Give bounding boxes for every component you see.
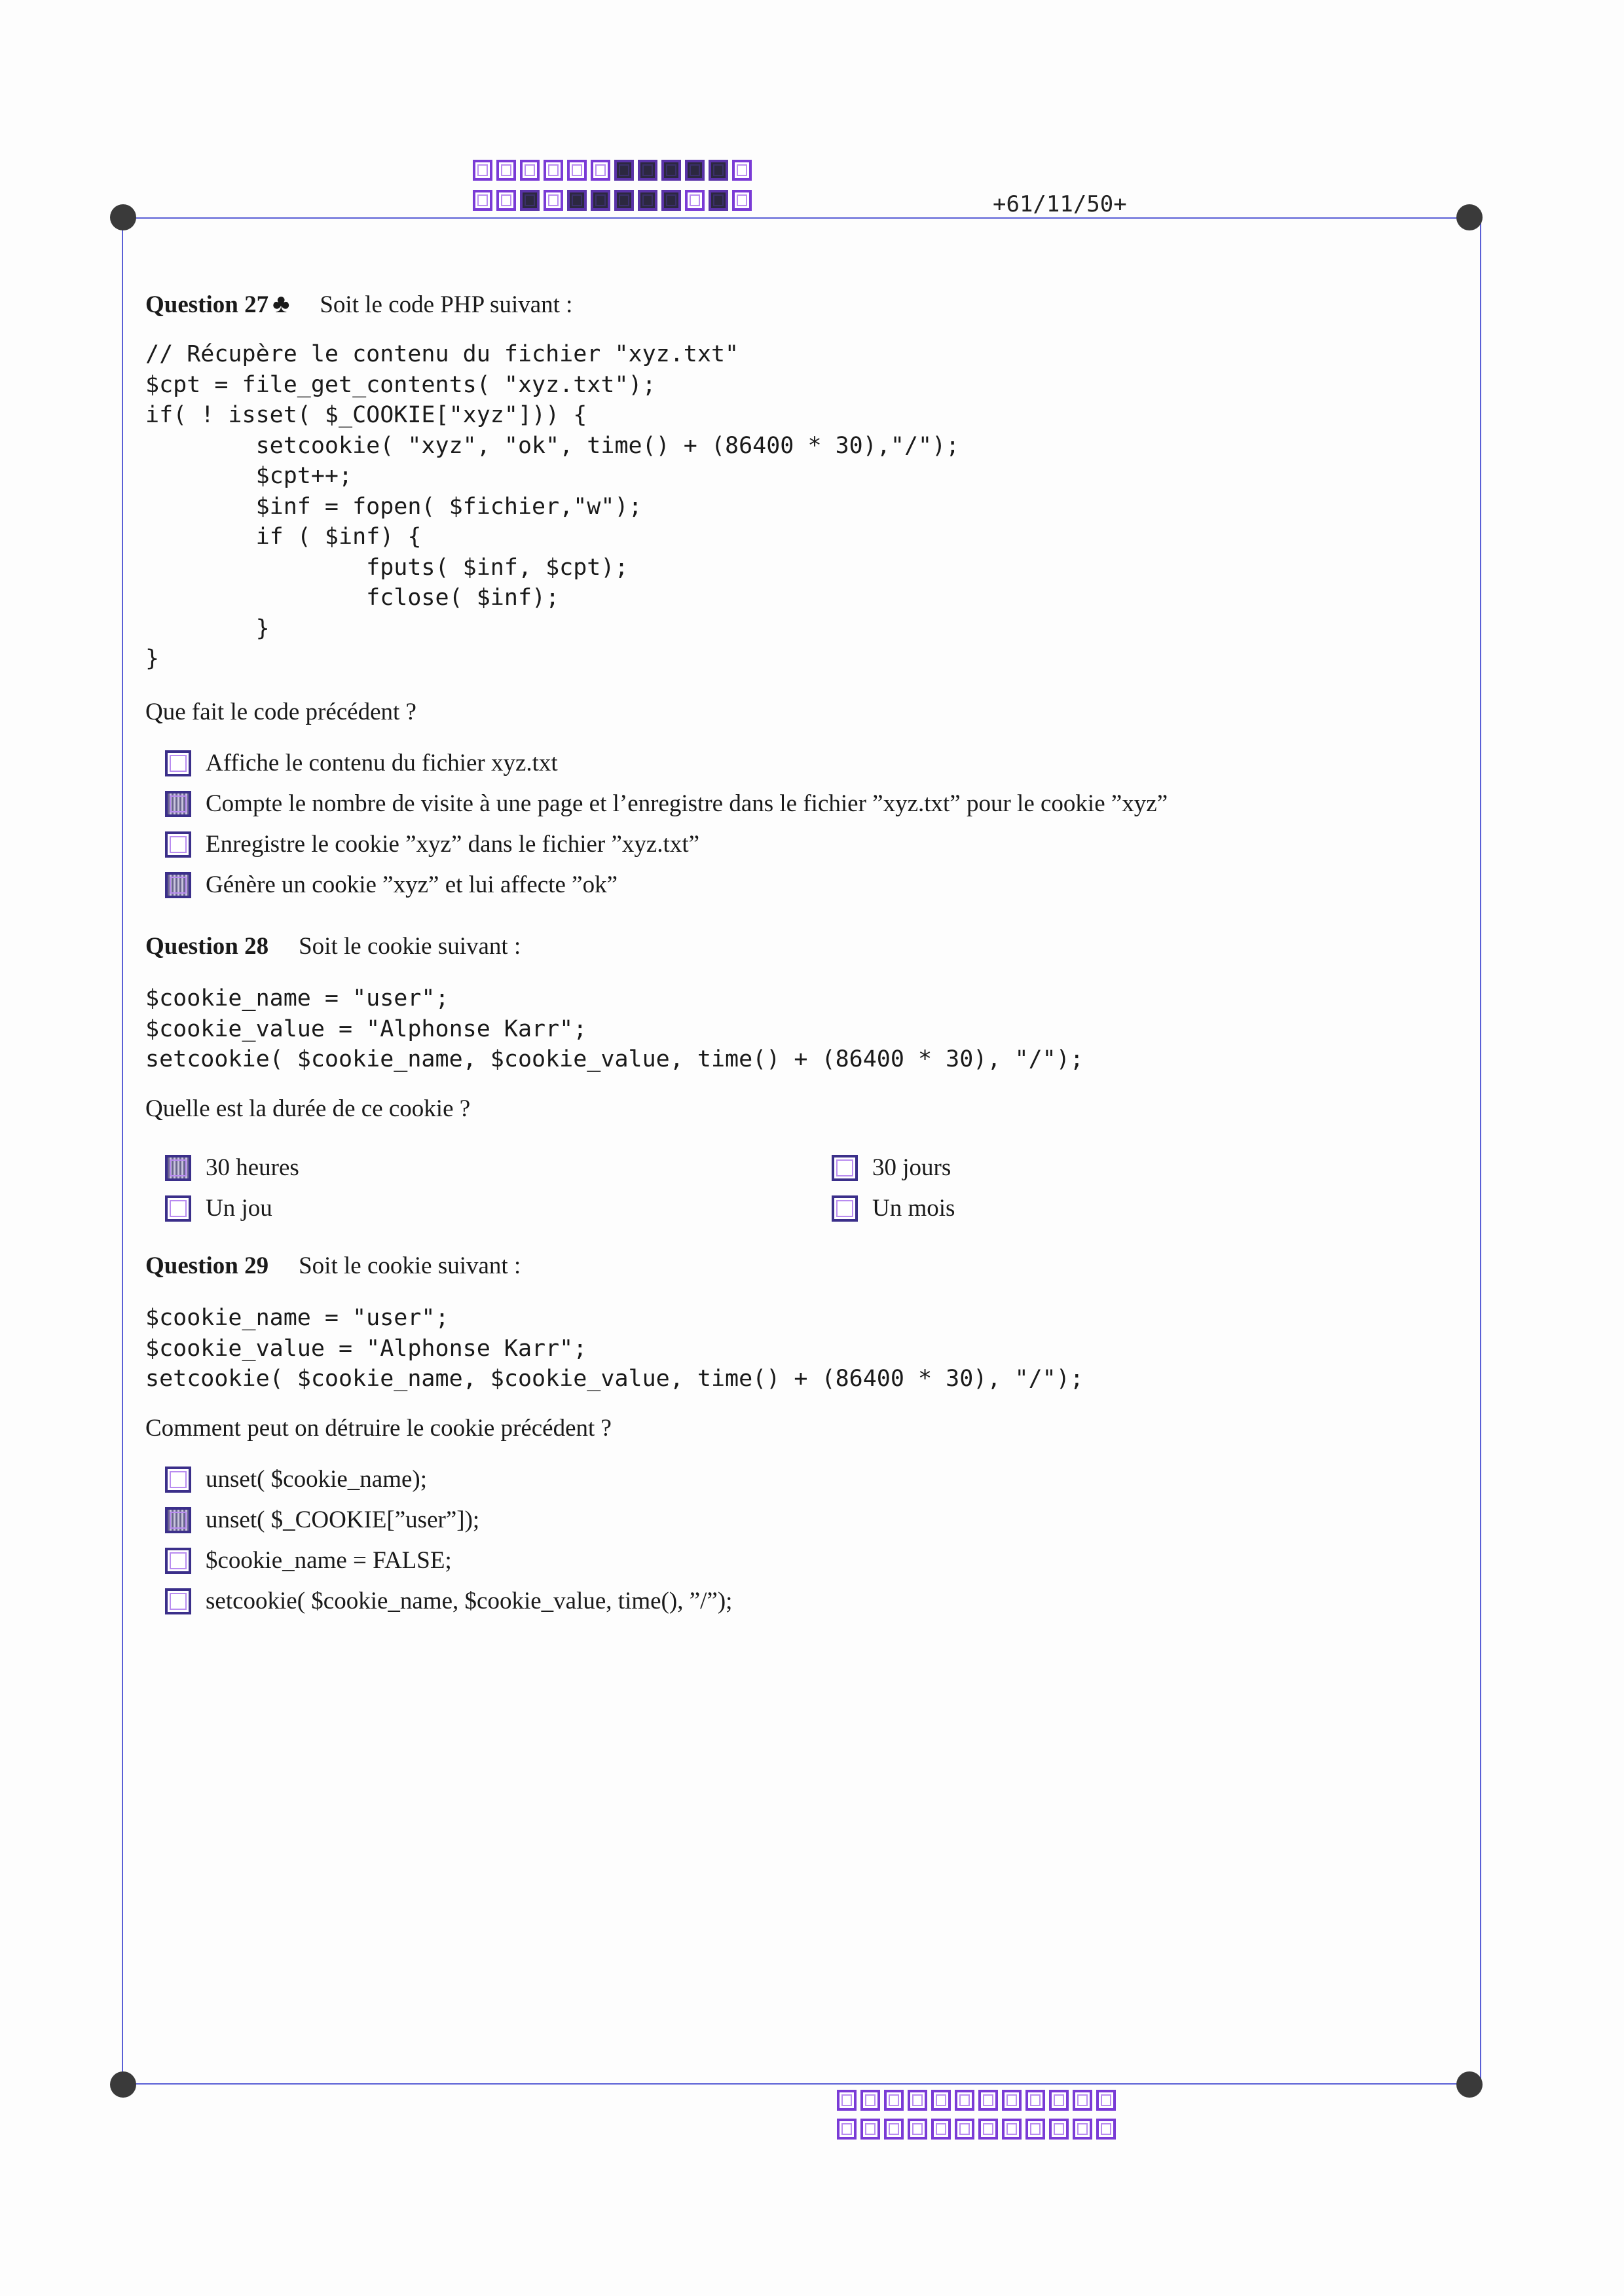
q27-checkbox-2[interactable]	[165, 791, 191, 817]
corner-mark-bottom-right	[1456, 2071, 1483, 2098]
q27-checkbox-4[interactable]	[165, 872, 191, 898]
q29-option-2[interactable]	[165, 1506, 479, 1534]
q28-option-1[interactable]	[165, 1154, 299, 1182]
q27-checkbox-1[interactable]	[165, 750, 191, 776]
code-cell	[1025, 2090, 1045, 2111]
q28-checkbox-4[interactable]	[832, 1195, 858, 1222]
option-label: unset( $_COOKIE[”user”]);	[206, 1506, 480, 1533]
top-code-row-1	[473, 160, 756, 181]
code-cell	[709, 160, 728, 181]
code-cell	[884, 2090, 904, 2111]
q29-option-4[interactable]	[165, 1587, 732, 1615]
q29-checkbox-3[interactable]	[165, 1548, 191, 1574]
question-29-code: $cookie_name = "user"; $cookie_value = "Alphonse Karr"; setcookie( $cookie_name, $cookie_value, time() + (86400 * 30), "/");	[145, 1305, 1084, 1392]
question-28-prompt: Quelle est la durée de ce cookie ?	[145, 1095, 471, 1122]
page-id: +61/11/50+	[993, 191, 1127, 217]
option-label: 30 jours	[872, 1154, 951, 1181]
top-code-row-2	[473, 190, 756, 211]
question-number: Question 28	[145, 933, 269, 960]
option-label: Un jou	[206, 1195, 272, 1222]
q29-option-1[interactable]	[165, 1465, 427, 1493]
code-cell	[638, 190, 657, 211]
code-cell	[614, 190, 634, 211]
code-cell	[520, 190, 540, 211]
code-cell	[496, 160, 516, 181]
q29-checkbox-1[interactable]	[165, 1467, 191, 1493]
corner-mark-top-left	[110, 204, 136, 230]
q27-option-2[interactable]	[165, 790, 1168, 818]
code-cell	[567, 160, 587, 181]
code-cell	[1049, 2090, 1069, 2111]
code-cell	[837, 2119, 857, 2140]
code-cell	[473, 190, 492, 211]
multiple-answer-club-icon: ♣	[272, 289, 290, 318]
option-label: setcookie( $cookie_name, $cookie_value, time(), ”/”);	[206, 1588, 733, 1614]
corner-mark-bottom-left	[110, 2071, 136, 2098]
question-27-header	[145, 288, 572, 319]
question-27-code: // Récupère le contenu du fichier "xyz.txt" $cpt = file_get_contents( "xyz.txt"); if( ! isset( $_COOKIE["xyz"])) { setcookie( "xyz", "ok", time() + (86400 * 30),"/"); $cpt++; $inf = fopen( $fichier,"w"); if ( $inf) { fputs( $inf, $cpt); fclose( $inf); } }	[145, 341, 960, 672]
code-cell	[638, 160, 657, 181]
q28-option-3[interactable]	[165, 1194, 272, 1222]
question-29-prompt: Comment peut on détruire le cookie précédent ?	[145, 1415, 612, 1442]
question-27-prompt: Que fait le code précédent ?	[145, 699, 416, 725]
code-cell	[567, 190, 587, 211]
code-cell	[1002, 2090, 1022, 2111]
code-cell	[591, 160, 610, 181]
code-cell	[732, 160, 752, 181]
q27-option-1[interactable]	[165, 749, 558, 777]
option-label: unset( $cookie_name);	[206, 1466, 428, 1493]
option-label: 30 heures	[206, 1154, 299, 1181]
code-cell	[709, 190, 728, 211]
code-cell	[884, 2119, 904, 2140]
code-cell	[955, 2090, 974, 2111]
code-cell	[496, 190, 516, 211]
q28-checkbox-1[interactable]	[165, 1155, 191, 1181]
question-28-header	[145, 932, 521, 960]
question-statement: Soit le cookie suivant :	[299, 933, 521, 960]
q27-option-3[interactable]	[165, 830, 699, 858]
q29-option-3[interactable]	[165, 1546, 452, 1575]
code-cell	[1096, 2090, 1116, 2111]
code-cell	[978, 2119, 998, 2140]
code-cell	[544, 160, 563, 181]
code-cell	[931, 2090, 951, 2111]
code-cell	[1096, 2119, 1116, 2140]
code-cell	[732, 190, 752, 211]
code-cell	[661, 160, 681, 181]
code-cell	[955, 2119, 974, 2140]
code-cell	[1049, 2119, 1069, 2140]
q28-checkbox-2[interactable]	[832, 1155, 858, 1181]
corner-mark-top-right	[1456, 204, 1483, 230]
q27-checkbox-3[interactable]	[165, 831, 191, 858]
code-cell	[1002, 2119, 1022, 2140]
question-statement: Soit le code PHP suivant :	[320, 291, 573, 318]
code-cell	[1073, 2119, 1092, 2140]
code-cell	[591, 190, 610, 211]
code-cell	[908, 2119, 927, 2140]
code-cell	[860, 2119, 880, 2140]
code-cell	[1073, 2090, 1092, 2111]
q28-option-4[interactable]	[832, 1194, 955, 1222]
option-label: Affiche le contenu du fichier xyz.txt	[206, 750, 558, 776]
code-cell	[685, 190, 705, 211]
bottom-code-row-1	[837, 2090, 1120, 2111]
option-label: Enregistre le cookie ”xyz” dans le fichier ”xyz.txt”	[206, 831, 700, 858]
code-cell	[661, 190, 681, 211]
option-label: Génère un cookie ”xyz” et lui affecte ”ok”	[206, 871, 618, 898]
code-cell	[614, 160, 634, 181]
option-label: Compte le nombre de visite à une page et l’enregistre dans le fichier ”xyz.txt” pour le cookie ”xyz”	[206, 790, 1168, 817]
code-cell	[908, 2090, 927, 2111]
code-cell	[1025, 2119, 1045, 2140]
q28-option-2[interactable]	[832, 1154, 951, 1182]
code-cell	[931, 2119, 951, 2140]
question-number: Question 27	[145, 291, 269, 318]
code-cell	[978, 2090, 998, 2111]
option-label: $cookie_name = FALSE;	[206, 1547, 452, 1574]
code-cell	[544, 190, 563, 211]
question-statement: Soit le cookie suivant :	[299, 1252, 521, 1279]
code-cell	[520, 160, 540, 181]
code-cell	[837, 2090, 857, 2111]
bottom-code-row-2	[837, 2119, 1120, 2140]
code-cell	[685, 160, 705, 181]
q29-checkbox-2[interactable]	[165, 1507, 191, 1533]
question-28-code: $cookie_name = "user"; $cookie_value = "Alphonse Karr"; setcookie( $cookie_name, $cookie_value, time() + (86400 * 30), "/");	[145, 985, 1084, 1072]
question-29-header	[145, 1252, 521, 1280]
q27-option-4[interactable]	[165, 871, 618, 899]
q28-checkbox-3[interactable]	[165, 1195, 191, 1222]
option-label: Un mois	[872, 1195, 955, 1222]
code-cell	[473, 160, 492, 181]
q29-checkbox-4[interactable]	[165, 1588, 191, 1614]
question-number: Question 29	[145, 1252, 269, 1279]
code-cell	[860, 2090, 880, 2111]
